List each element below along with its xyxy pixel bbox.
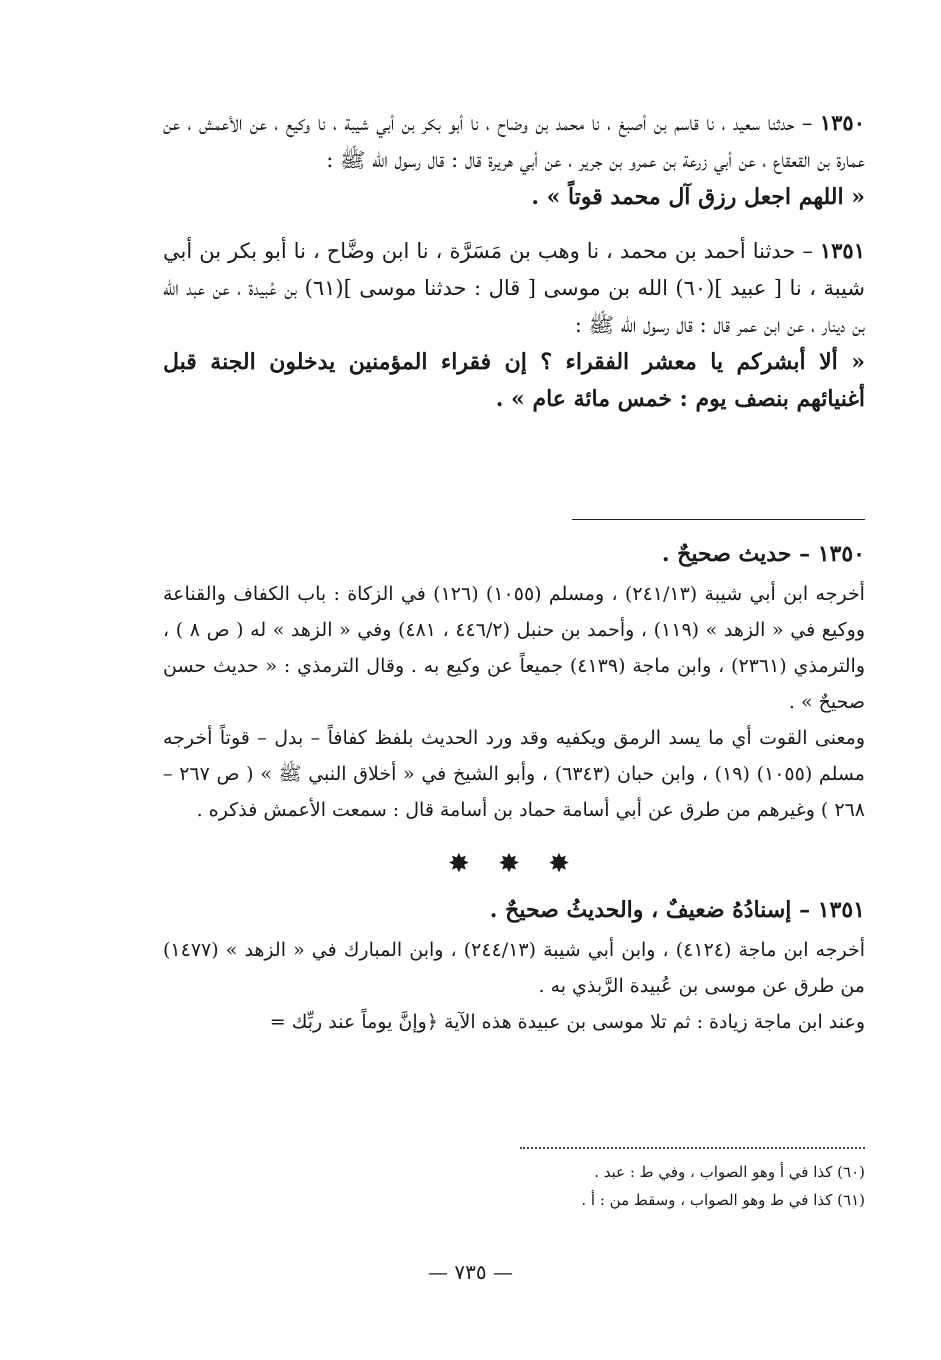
hadith-1350 (163, 104, 865, 179)
page-number: — ٧٣٥ — (428, 1260, 513, 1284)
footnote-divider (520, 1147, 865, 1149)
commentary-paragraph: أخرجه ابن ماجة (٤١٢٤) ، وابن أبي شيبة (٢٤٤/١٣) ، وابن المبارك في « الزهد » (١٤٧٧) من طرق عن موسى بن عُبيدة الرَّبذي به . (163, 939, 865, 997)
hadith-quote: « ألا أبشركم يا معشر الفقراء ؟ إن فقراء المؤمنين يدخلون الجنة قبل أغنيائهم بنصف يوم : خمس مائة عام » . (163, 349, 865, 412)
commentary-paragraph: وعند ابن ماجة زيادة : ثم تلا موسى بن عبيدة هذه الآية ﴿وإنَّ يوماً عند ربِّك = (269, 1011, 865, 1033)
footnotes (163, 1158, 865, 1214)
hadith-1351 (163, 232, 865, 344)
hadith-chain: – حدثنا أحمد بن محمد ، نا وهب بن مَسَرَّة ، نا ابن وضَّاح ، نا أبو بكر بن أبي شيبة ، نا [ عبيد ](٦٠) الله بن موسى [ قال : حدثنا موسى ](٦١) بن عُبيدة ، عن عبد الله بن دينار ، عن ابن عمر قال : قال رسول الله ﷺ : (163, 239, 866, 337)
hadith-text-section (163, 104, 865, 418)
footnote: (٦١) كذا في ط وهو الصواب ، وسقط من : أ . (581, 1191, 865, 1209)
commentary-paragraph: ومعنى القوت أي ما يسد الرمق ويكفيه وقد ورد الحديث بلفظ كفافاً – بدل – قوتاً أخرجه مسلم (١٠٥٥) (١٩) ، وابن حبان (٦٣٤٣) ، وأبو الشيخ في « أخلاق النبي ﷺ » ( ص ٢٦٧ – ٢٦٨ ) وغيرهم من طرق عن أبي أسامة حماد بن أسامة قال : سمعت الأعمش فذكره . (163, 727, 865, 821)
section-divider (572, 519, 865, 520)
hadith-number: ١٣٥٠ (819, 110, 865, 135)
commentary-section (163, 534, 865, 1040)
hadith-chain: – حدثنا سعيد ، نا قاسم بن أصبغ ، نا محمد بن وضاح ، نا أبو بكر بن أبي شيبة ، نا وكيع ، عن الأعمش ، عن عمارة بن القعقاع ، عن أبي زرعة بن عمرو بن جرير ، عن أبي هريرة قال : قال رسول الله ﷺ : (163, 111, 865, 172)
commentary-heading: ١٣٥١ – إسنادُهُ ضعيفٌ ، والحديثُ صحيحٌ . (489, 897, 865, 923)
star-separator: ✸ ✸ ✸ (448, 849, 580, 879)
hadith-quote: « اللهم اجعل رزق آل محمد قوتاً » . (531, 184, 865, 210)
commentary-heading: ١٣٥٠ – حديث صحيحٌ . (661, 541, 865, 567)
commentary-paragraph: أخرجه ابن أبي شيبة (٢٤١/١٣) ، ومسلم (١٠٥٥) (١٢٦) في الزكاة : باب الكفاف والقناعة ووكيع في « الزهد » (١١٩) ، وأحمد بن حنبل (٤٤٦/٢ ، ٤٨١) وفي « الزهد » له ( ص ٨ ) ، والترمذي (٢٣٦١) ، وابن ماجة (٤١٣٩) جميعاً عن وكيع به . وقال الترمذي : « حديث حسن صحيحٌ » . (163, 583, 865, 713)
hadith-number: ١٣٥١ (819, 238, 865, 263)
footnote: (٦٠) كذا في أ وهو الصواب ، وفي ط : عبد . (594, 1163, 865, 1181)
